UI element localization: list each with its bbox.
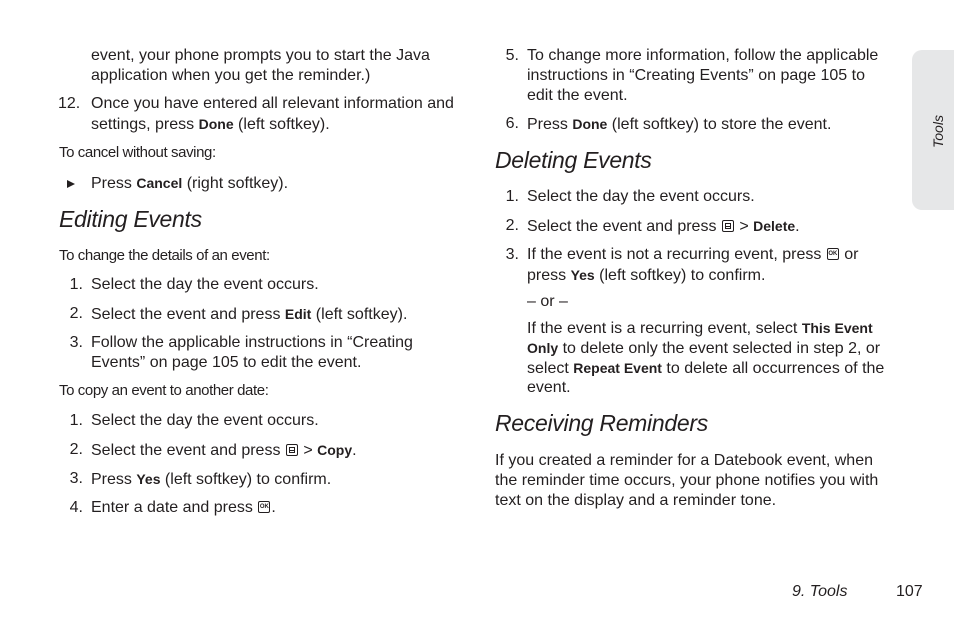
step-number: 12. [58,95,81,112]
heading-editing-events: Editing Events [59,206,202,232]
reminder-paragraph-line1: If you created a reminder for a Datebook event, when [495,452,873,469]
page-number: 107 [896,583,923,600]
recurring-text-line1: If the event is a recurring event, select This Event [527,320,873,337]
step-number: 4. [69,499,83,516]
step-number: 1. [505,188,519,205]
step-number: 3. [69,334,83,351]
step-number: 6. [505,115,519,132]
step-number: 2. [505,217,519,234]
continued-text-line2: application when you get the reminder.) [91,67,371,84]
or-separator: – or – [527,293,568,310]
heading-deleting-events: Deleting Events [495,147,652,173]
reminder-paragraph-line2: the reminder time occurs, your phone notifies you with [495,472,879,489]
softkey-label: Edit [284,306,312,322]
copy-step-2: Select the event and press > Copy. [91,442,357,459]
continued-text-line1: event, your phone prompts you to start the Java [91,47,430,64]
edit-step-3: Follow the applicable instructions in “Creating [91,334,413,351]
step-number: 5. [505,47,519,64]
recurring-text-line3: select Repeat Event to delete all occurrences of the [527,360,885,377]
menu-option-label: Delete [753,218,796,234]
heading-receiving-reminders: Receiving Reminders [495,410,708,436]
edit-step-1: Select the day the event occurs. [91,276,319,293]
side-tab-label: Tools [930,115,946,148]
copy-step-4: Enter a date and press OK. [91,498,276,518]
copy-step-3: Press Yes (left softkey) to confirm. [91,471,332,488]
step-number: 3. [69,470,83,487]
delete-step-1: Select the day the event occurs. [527,188,755,205]
recurring-text-line2: Only to delete only the event selected in step 2, or [527,340,881,357]
step-number: 2. [69,305,83,322]
footer-section: 9. Tools [792,583,848,600]
delete-step-2: Select the event and press > Delete. [527,218,800,235]
step-number: 1. [69,276,83,293]
step-number: 3. [505,246,519,263]
menu-key-icon [286,444,298,456]
softkey-label: Done [572,116,608,132]
softkey-label: Cancel [136,175,183,191]
step-12-text: Once you have entered all relevant information and [91,95,454,112]
delete-step-3-cont: press Yes (left softkey) to confirm. [527,267,766,284]
recurring-text-line4: event. [527,379,571,396]
delete-step-3: If the event is not a recurring event, press OK or [527,245,859,265]
step-number: 2. [69,441,83,458]
menu-option-label: Repeat Event [573,360,662,376]
step-6-text: Press Done (left softkey) to store the event. [527,116,832,133]
cancel-instruction: Press Cancel (right softkey). [91,175,289,192]
step-5-text-cont2: edit the event. [527,87,628,104]
subheading-cancel: To cancel without saving: [59,144,216,161]
step-5-text: To change more information, follow the applicable [527,47,879,64]
subheading-copy-event: To copy an event to another date: [59,382,269,399]
ok-key-icon [827,248,839,260]
bullet-arrow-icon [67,180,75,188]
softkey-label: Yes [136,471,161,487]
softkey-label: Done [198,116,234,132]
menu-key-icon [722,220,734,232]
edit-step-2: Select the event and press Edit (left softkey). [91,306,408,323]
reminder-paragraph-line3: text on the display and a reminder tone. [495,492,777,509]
menu-option-label: This Event [801,320,873,336]
edit-step-3-cont: Events” on page 105 to edit the event. [91,354,362,371]
step-number: 1. [69,412,83,429]
ok-key-icon [258,501,270,513]
menu-option-label: Copy [317,442,353,458]
step-12-text-cont: settings, press Done (left softkey). [91,116,330,133]
menu-option-label: Only [527,340,559,356]
copy-step-1: Select the day the event occurs. [91,412,319,429]
step-5-text-cont: instructions in “Creating Events” on page 105 to [527,67,865,84]
subheading-change-details: To change the details of an event: [59,247,270,264]
softkey-label: Yes [570,267,595,283]
